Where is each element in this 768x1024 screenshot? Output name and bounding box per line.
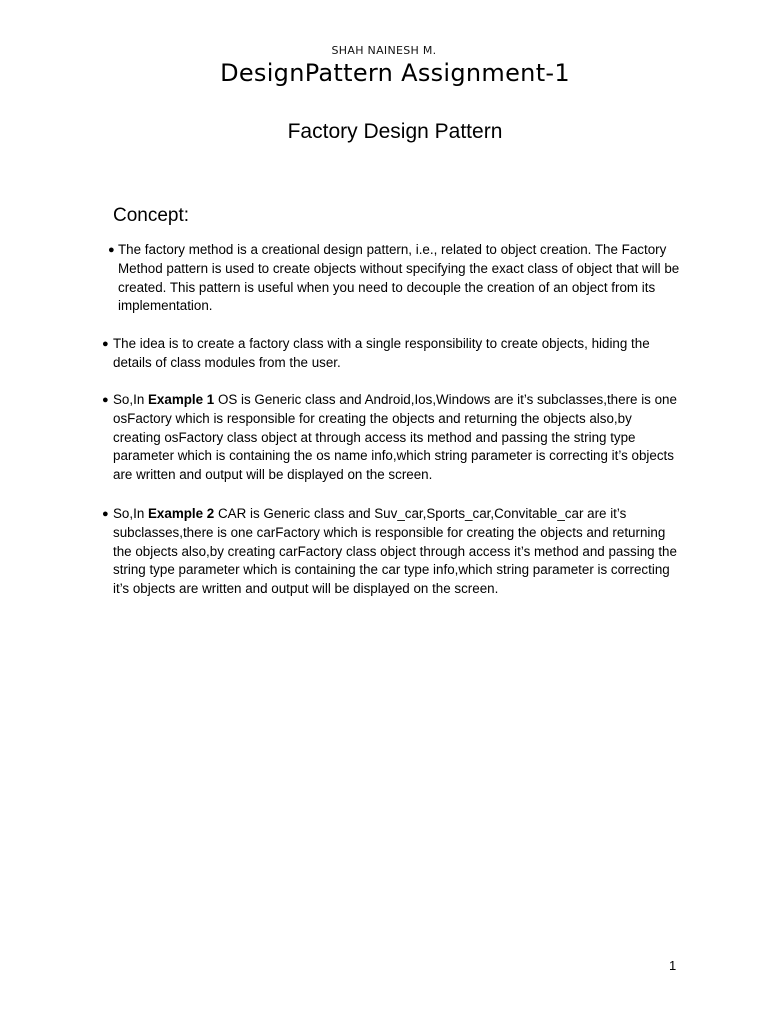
bullet-text-container — [102, 505, 682, 599]
bullet-prefix: So,In — [113, 506, 148, 521]
concept-heading: Concept: — [113, 205, 190, 226]
document-title: DesignPattern Assignment-1 — [220, 59, 570, 87]
concept-bullet-4 — [102, 505, 682, 599]
example-1-label: Example 1 — [148, 392, 215, 407]
bullet-text: The idea is to create a factory class with a single responsibility to create objects, hiding the details of class modules from the user. — [113, 336, 650, 370]
bullet-text: CAR is Generic class and Suv_car,Sports_car,Convitable_car are it’s subclasses,there is one carFactory which is responsible for creating the objects and returning the objects also,by creating carFactory class object through access it’s method and passing the string type parameter which is containing the car type info,which string parameter is correcting it’s objects are written and output will be displayed on the screen. — [113, 506, 677, 597]
bullet-dot-icon: ● — [102, 508, 109, 520]
bullet-text: OS is Generic class and Android,Ios,Windows are it’s subclasses,there is one osFactory which is responsible for creating the objects and returning the objects also,by creating osFactory class object at through access its method and passing the string type parameter which is containing the os name info,which string parameter is correcting it’s objects are written and output will be displayed on the screen. — [113, 392, 677, 483]
bullet-dot-icon: ● — [108, 244, 115, 256]
bullet-dot-icon: ● — [102, 394, 109, 406]
bullet-text-container — [102, 391, 682, 485]
concept-bullet-3 — [102, 391, 682, 485]
example-2-label: Example 2 — [148, 506, 215, 521]
bullet-dot-icon: ● — [102, 338, 109, 350]
author-name: SHAH NAINESH M. — [331, 44, 437, 57]
concept-bullet-2 — [102, 335, 682, 373]
document-subtitle: Factory Design Pattern — [287, 120, 503, 143]
bullet-text: The factory method is a creational design pattern, i.e., related to object creation. The Factory Method pattern is used to create objects without specifying the exact class of object that will be created. This pattern is useful when you need to decouple the creation of an object from its implementation. — [118, 242, 680, 314]
page-number: 1 — [669, 958, 677, 973]
bullet-prefix: So,In — [113, 392, 148, 407]
concept-bullet-1 — [108, 241, 693, 316]
